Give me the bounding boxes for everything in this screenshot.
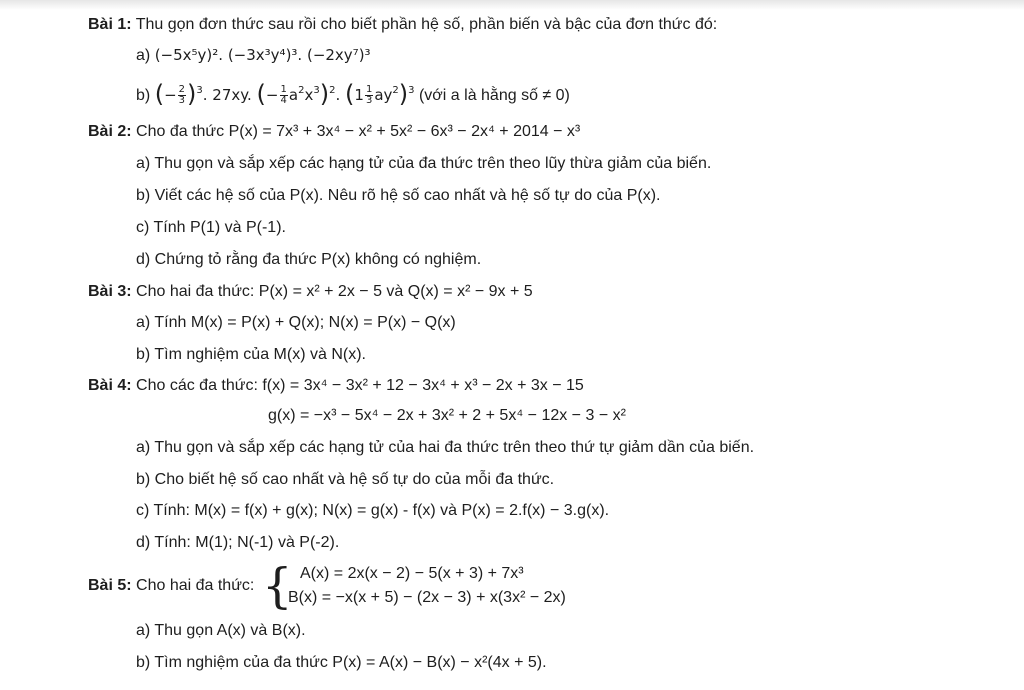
exercise-4-label: Bài 4: xyxy=(88,377,132,394)
exercise-2c: c) Tính P(1) và P(-1). xyxy=(136,219,286,236)
exercise-3a: a) Tính M(x) = P(x) + Q(x); N(x) = P(x) − Q(x) xyxy=(136,314,456,331)
exercise-4-g-polynomial: g(x) = −x³ − 5x⁴ − 2x + 3x² + 2 + 5x⁴ − 12x − 3 − x² xyxy=(268,407,626,424)
exercise-1b-expression: (− $\frac{2}{3}$ )$^3$. 27xy. (− $\frac{1}{4}$ $a^2x^3)^2$. (1 $\frac{1}{3}$ $ay^2)^3$ xyxy=(154,80,415,108)
exercise-4c: c) Tính: M(x) = f(x) + g(x); N(x) = g(x) - f(x) và P(x) = 2.f(x) − 3.g(x). xyxy=(136,502,610,519)
exercise-5-B-polynomial: B(x) = −x(x + 5) − (2x − 3) + x(3x² − 2x) xyxy=(288,589,566,606)
exercise-2a: a) Thu gọn và sắp xếp các hạng tử của đa thức trên theo lũy thừa giảm của biến. xyxy=(136,155,712,172)
exercise-2d: d) Chứng tỏ rằng đa thức P(x) không có nghiệm. xyxy=(136,251,482,268)
exercise-1b-label: b) xyxy=(136,87,151,104)
exercise-5-heading xyxy=(88,576,254,596)
exercise-3-label: Bài 3: xyxy=(88,283,132,300)
exercise-4-heading xyxy=(88,376,584,396)
exercise-1-text: Thu gọn đơn thức sau rồi cho biết phần hệ số, phần biến và bậc của đơn thức đó: xyxy=(131,16,718,33)
exercise-4d: d) Tính: M(1); N(-1) và P(-2). xyxy=(136,534,340,551)
exercise-4-text: Cho các đa thức: f(x) = 3x⁴ − 3x² + 12 − 3x⁴ + x³ − 2x + 3x − 15 xyxy=(131,377,584,394)
exercise-2b: b) Viết các hệ số của P(x). Nêu rõ hệ số cao nhất và hệ số tự do của P(x). xyxy=(136,187,661,204)
exercise-5-A-polynomial: A(x) = 2x(x − 2) − 5(x + 3) + 7x³ xyxy=(300,565,524,582)
exercise-1a-label: a) xyxy=(136,47,151,64)
exercise-2-heading xyxy=(88,122,580,142)
exercise-1b xyxy=(136,82,570,106)
exercise-2-text: Cho đa thức P(x) = 7x³ + 3x⁴ − x² + 5x² − 6x³ − 2x⁴ + 2014 − x³ xyxy=(131,123,581,140)
system-brace: { xyxy=(262,558,293,614)
exercise-5-text: Cho hai đa thức: xyxy=(131,577,255,594)
exercise-3-text: Cho hai đa thức: P(x) = x² + 2x − 5 và Q(x) = x² − 9x + 5 xyxy=(131,283,533,300)
exercise-1-heading xyxy=(88,15,717,35)
exercise-1a-expression: (−5x⁵y)². (−3x³y⁴)³. (−2xy⁷)³ xyxy=(154,46,371,64)
exercise-1b-note: (với a là hằng số ≠ 0) xyxy=(418,87,570,104)
exercise-4a: a) Thu gọn và sắp xếp các hạng tử của hai đa thức trên theo thứ tự giảm dần của biến. xyxy=(136,439,755,456)
exercise-5a: a) Thu gọn A(x) và B(x). xyxy=(136,622,306,639)
top-edge-shadow xyxy=(0,0,1024,10)
exercise-3b: b) Tìm nghiệm của M(x) và N(x). xyxy=(136,346,366,363)
exercise-1-label: Bài 1: xyxy=(88,16,132,33)
exercise-5-label: Bài 5: xyxy=(88,577,132,594)
exercise-4b: b) Cho biết hệ số cao nhất và hệ số tự do của mỗi đa thức. xyxy=(136,471,555,488)
exercise-5b: b) Tìm nghiệm của đa thức P(x) = A(x) − B(x) − x²(4x + 5). xyxy=(136,654,547,671)
exercise-2-label: Bài 2: xyxy=(88,123,132,140)
exercise-3-heading xyxy=(88,282,533,302)
exercise-1a xyxy=(136,45,371,66)
